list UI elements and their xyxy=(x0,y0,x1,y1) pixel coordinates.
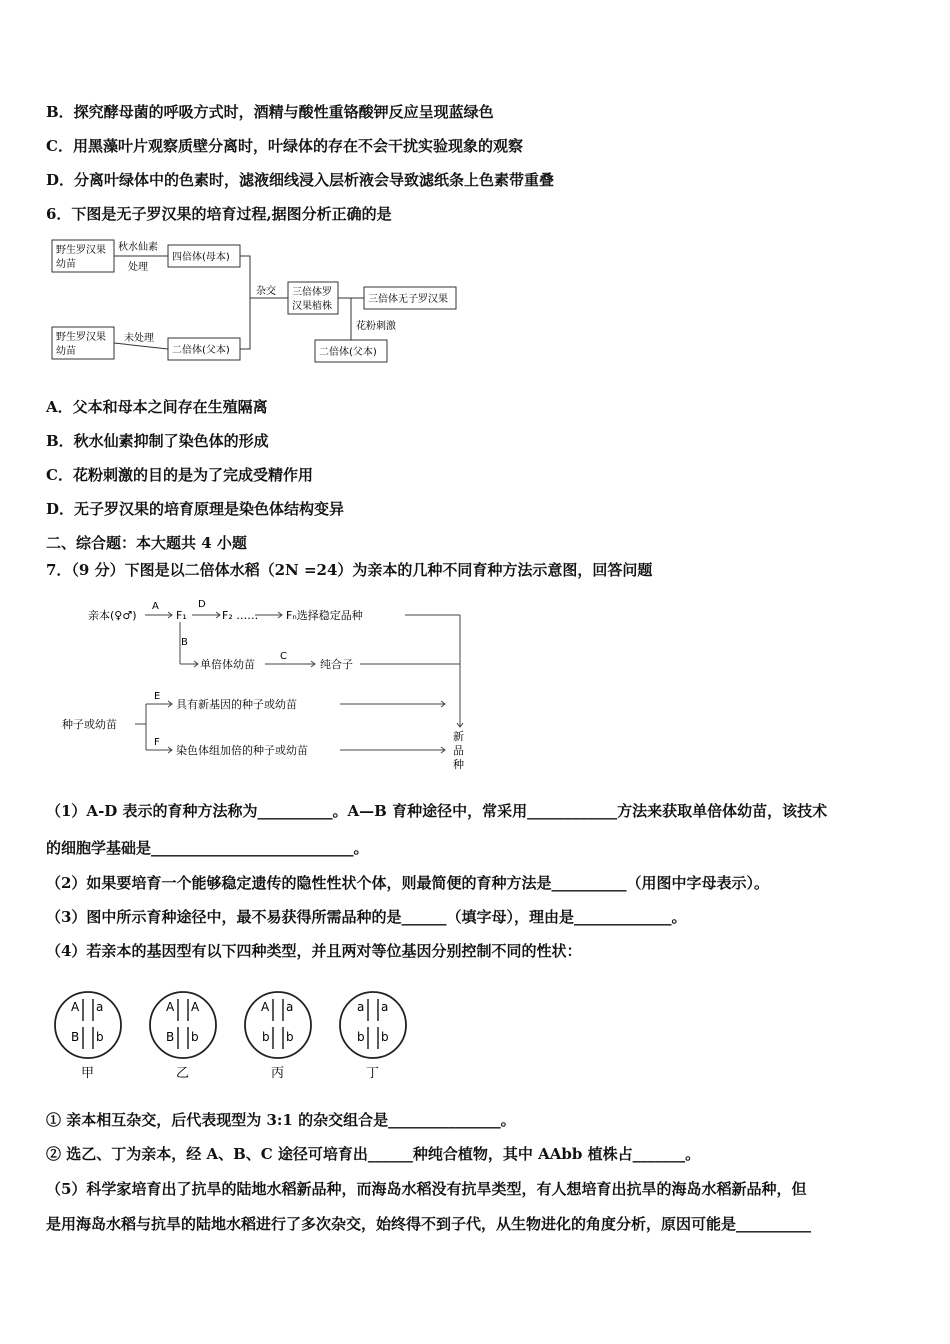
parent-label: 亲本(♀♂) xyxy=(88,609,137,622)
cell-bing-top-left: A xyxy=(261,1000,270,1014)
cell-jia-top-right: a xyxy=(96,1000,104,1014)
q7-breeding-diagram xyxy=(60,592,480,777)
q7-part3: （3）图中所示育种途径中，最不易获得所需品种的是______（填字母），理由是_____________。 xyxy=(46,908,687,926)
chromosome-doubled-label: 染色体组加倍的种子或幼苗 xyxy=(176,744,308,757)
triploid-line1: 三倍体罗 xyxy=(292,287,332,298)
cell-ding-top-left: a xyxy=(357,1000,365,1014)
fn-label: Fₙ选择稳定品种 xyxy=(286,609,363,622)
q5-option-c: C．用黑藻叶片观察质壁分离时，叶绿体的存在不会干扰实验现象的观察 xyxy=(46,137,523,155)
f2-label: F₂ …… xyxy=(222,609,259,622)
untreated-label: 未处理 xyxy=(124,333,154,344)
new-variety-char1: 新 xyxy=(453,730,464,743)
q7-part1-line1: （1）A-D 表示的育种方法称为__________。A—B 育种途径中，常采用____________方法来获取单倍体幼苗，该技术 xyxy=(46,802,828,820)
path-d-label: D xyxy=(198,599,206,610)
f1-label: F₁ xyxy=(176,609,187,622)
path-a-label: A xyxy=(152,601,159,612)
section-heading: 二、综合题：本大题共 4 小题 xyxy=(46,534,247,552)
wild-seedling-2-line1: 野生罗汉果 xyxy=(56,332,106,343)
cell-bing-top-right: a xyxy=(286,1000,294,1014)
seedless-box: 三倍体无子罗汉果 xyxy=(368,294,448,305)
cell-jia-name: 甲 xyxy=(81,1066,95,1081)
cell-bing-bottom-right: b xyxy=(286,1030,294,1044)
triploid-line2: 汉果植株 xyxy=(292,301,332,312)
new-gene-label: 具有新基因的种子或幼苗 xyxy=(176,698,297,711)
diploid-father-box: 二倍体(父本) xyxy=(172,345,230,356)
q7-part2: （2）如果要培育一个能够稳定遗传的隐性性状个体，则最简便的育种方法是__________（用图中字母表示）。 xyxy=(46,874,769,892)
cell-ding-top-right: a xyxy=(381,1000,389,1014)
q7-part1-line2: 的细胞学基础是___________________________。 xyxy=(46,839,369,857)
path-c-label: C xyxy=(280,651,287,662)
q6-stem: 6．下图是无子罗汉果的培育过程,据图分析正确的是 xyxy=(46,205,392,223)
cell-yi-bottom-left: B xyxy=(166,1030,175,1044)
cell-yi-top-left: A xyxy=(166,1000,175,1014)
genotype-cells xyxy=(48,985,428,1085)
cell-bing-bottom-left: b xyxy=(262,1030,270,1044)
path-b-label: B xyxy=(181,637,188,648)
seed-label: 种子或幼苗 xyxy=(62,718,117,731)
colchicine-label: 秋水仙素 xyxy=(118,242,158,253)
wild-seedling-1-line2: 幼苗 xyxy=(56,259,76,270)
q7-part4: （4）若亲本的基因型有以下四种类型，并且两对等位基因分别控制不同的性状： xyxy=(46,942,582,960)
haploid-label: 单倍体幼苗 xyxy=(200,658,255,671)
q7-part4-sub2: ② 选乙、丁为亲本，经 A、B、C 途径可培育出______种纯合植物，其中 AAbb 植株占_______。 xyxy=(46,1145,701,1163)
q6-breeding-diagram xyxy=(40,232,480,367)
wild-seedling-2-line2: 幼苗 xyxy=(56,346,76,357)
q5-option-b: B．探究酵母菌的呼吸方式时，酒精与酸性重铬酸钾反应呈现蓝绿色 xyxy=(46,103,494,121)
q7-part5-line1: （5）科学家培育出了抗旱的陆地水稻新品种，而海岛水稻没有抗旱类型，有人想培育出抗旱的海岛水稻新品种，但 xyxy=(46,1180,807,1198)
path-f-label: F xyxy=(154,737,160,748)
treat-label: 处理 xyxy=(128,262,148,273)
hybrid-label: 杂交 xyxy=(256,286,276,297)
cell-jia-bottom-left: B xyxy=(71,1030,80,1044)
cell-jia-top-left: A xyxy=(71,1000,80,1014)
cell-yi-bottom-right: b xyxy=(191,1030,199,1044)
q5-option-d: D．分离叶绿体中的色素时，滤液细线浸入层析液会导致滤纸条上色素带重叠 xyxy=(46,171,555,189)
pure-line-label: 纯合子 xyxy=(320,658,353,671)
cell-jia-bottom-right: b xyxy=(96,1030,104,1044)
q7-part4-sub1: ① 亲本相互杂交，后代表现型为 3:1 的杂交组合是_______________。 xyxy=(46,1111,516,1129)
tetraploid-box: 四倍体(母本) xyxy=(172,252,230,263)
cell-ding-name: 丁 xyxy=(366,1066,380,1081)
q7-part5-line2: 是用海岛水稻与抗旱的陆地水稻进行了多次杂交，始终得不到子代，从生物进化的角度分析，原因可能是__________ xyxy=(46,1215,812,1233)
cell-yi-top-right: A xyxy=(191,1000,200,1014)
q6-option-d: D．无子罗汉果的培育原理是染色体结构变异 xyxy=(46,500,345,518)
pollen-label: 花粉刺激 xyxy=(356,321,396,332)
new-variety-char3: 种 xyxy=(453,758,464,771)
q6-option-c: C．花粉刺激的目的是为了完成受精作用 xyxy=(46,466,313,484)
path-e-label: E xyxy=(154,691,161,702)
cell-yi-name: 乙 xyxy=(176,1066,190,1081)
q6-option-b: B．秋水仙素抑制了染色体的形成 xyxy=(46,432,269,450)
new-variety-char2: 品 xyxy=(453,744,464,757)
diploid-father-box-2: 二倍体(父本) xyxy=(319,347,377,358)
cell-ding-bottom-right: b xyxy=(381,1030,389,1044)
cell-ding-bottom-left: b xyxy=(357,1030,365,1044)
q7-stem: 7．（9 分）下图是以二倍体水稻（2N =24）为亲本的几种不同育种方法示意图，回答问题 xyxy=(46,561,653,579)
wild-seedling-1-line1: 野生罗汉果 xyxy=(56,245,106,256)
q6-option-a: A．父本和母本之间存在生殖隔离 xyxy=(46,398,268,416)
cell-bing-name: 丙 xyxy=(271,1066,285,1081)
